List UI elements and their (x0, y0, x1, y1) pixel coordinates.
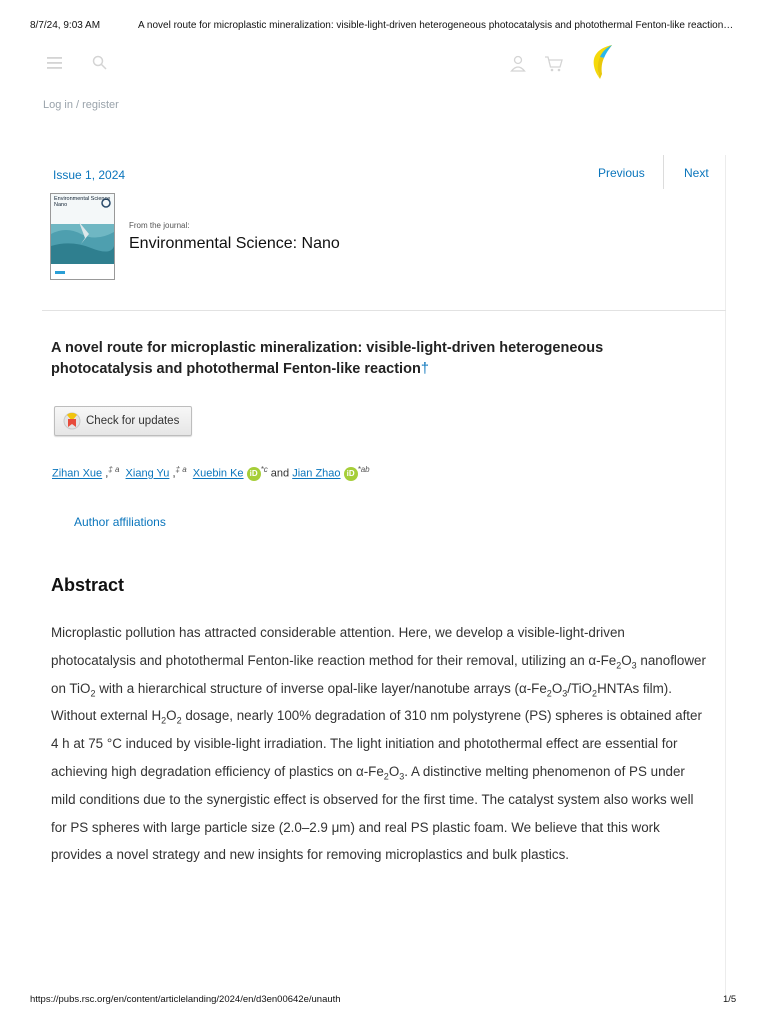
author-link[interactable]: Zihan Xue (52, 467, 103, 480)
print-page-title: A novel route for microplastic mineralization: visible-light-driven heterogeneous photocatalysis and photothermal Fenton-like reaction… (138, 20, 734, 31)
orcid-icon[interactable]: iD (344, 467, 358, 481)
footnote-dagger-link[interactable]: † (420, 361, 429, 377)
author-link[interactable]: Xuebin Ke (192, 467, 244, 480)
menu-icon[interactable] (47, 56, 63, 75)
login-register-link[interactable]: Log in / register (43, 99, 119, 111)
next-article-link[interactable]: Next (684, 166, 709, 180)
rsc-logo-icon[interactable] (588, 42, 616, 87)
print-footer-url: https://pubs.rsc.org/en/content/articlelanding/2024/en/d3en00642e/unauth (30, 994, 341, 1005)
author-affiliations-toggle[interactable]: Author affiliations (74, 515, 166, 529)
crossmark-icon (63, 412, 81, 430)
journal-cover-image[interactable] (50, 193, 115, 280)
print-page-number: 1/5 (723, 994, 737, 1005)
and-label: and (270, 467, 290, 480)
article-title: A novel route for microplastic mineralization: visible-light-driven heterogeneous photocatalysis and photothermal Fenton-like reaction† (51, 340, 604, 377)
print-datetime: 8/7/24, 9:03 AM (30, 20, 101, 31)
check-for-updates-button[interactable] (54, 406, 192, 436)
nav-divider (663, 155, 664, 189)
author-list: Zihan Xue ,$^{\ddagger a}$ Xiang Yu ,$^{\ddagger a}$ Xuebin Ke iD $^{*c}$ and Jian Zhao iD $^{*ab}$ (52, 465, 370, 480)
search-icon[interactable] (92, 55, 108, 76)
issue-link[interactable]: Issue 1, 2024 (53, 168, 126, 182)
cart-icon[interactable] (544, 55, 564, 78)
abstract-heading: Abstract (51, 575, 125, 595)
from-journal-label: From the journal: (129, 221, 190, 230)
author-link[interactable]: Jian Zhao (292, 467, 341, 480)
journal-name-link[interactable]: Environmental Science: Nano (129, 235, 340, 252)
user-icon[interactable] (510, 55, 526, 78)
previous-article-link[interactable]: Previous (598, 166, 645, 180)
section-divider (42, 310, 726, 311)
cover-title: Environmental Science Nano (54, 196, 111, 208)
content-right-border (725, 155, 726, 995)
author-link[interactable]: Xiang Yu (125, 467, 170, 480)
check-for-updates-label: Check for updates (86, 415, 180, 427)
orcid-icon[interactable]: iD (247, 467, 261, 481)
abstract-text: Microplastic pollution has attracted considerable attention. Here, we develop a visible-light-driven photocatalysis and photothermal Fenton-like reaction method for their removal, utilizing an $\alpha-Fe_2O_3$ nanoflower on TiO$_2$ with a hierarchical structure of inverse opal-like layer/nanotube arrays ($\alpha-Fe_2O_3/TiO_2HNTAs$ film). Without external $H_2O_2$ dosage, nearly 100% degradation of 310 nm polystyrene (PS) spheres is obtained after 4 h at 75 °C induced by visible-light irradiation. The light initiation and photothermal effect are essential for achieving high degradation efficiency of plastics on $\alpha-Fe_2O_3$. A distinctive melting phenomenon of PS under mild conditions due to the synergistic effect is observed for the first time. The catalyst system also works well for PS spheres with large particle size (2.0–2.9 μm) and real PS plastic foam. We believe that this work provides a novel strategy and new insights for removing microplastics and bulk plastics. (51, 625, 706, 863)
